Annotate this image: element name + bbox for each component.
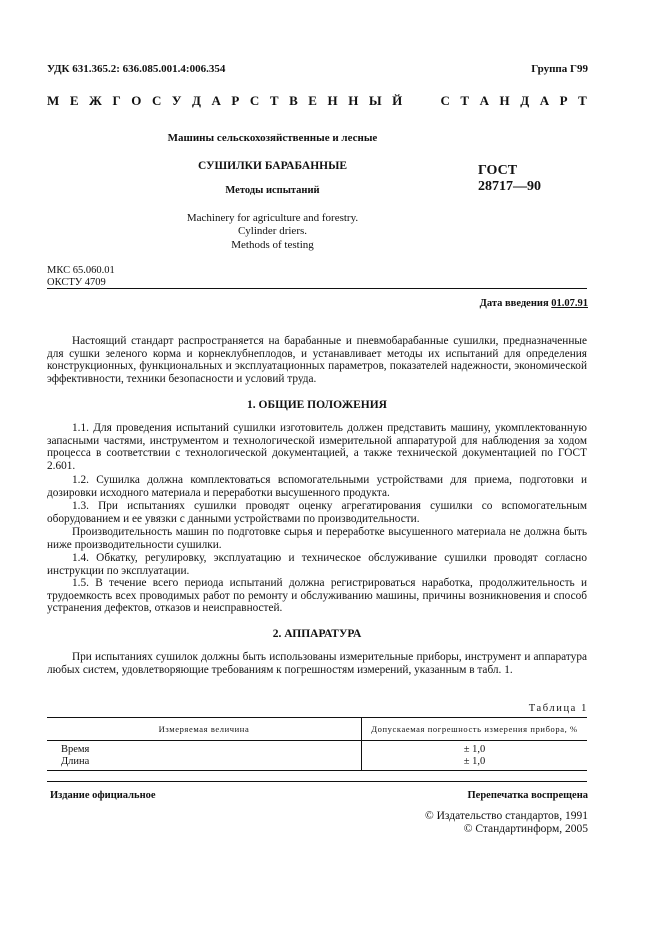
banner-letter: Т	[578, 93, 587, 108]
banner-letter: Й	[392, 93, 403, 108]
banner-letter: А	[539, 93, 550, 108]
gost-designation	[478, 163, 541, 195]
udk-code: УДК 631.365.2: 636.085.001.4:006.354	[47, 63, 226, 75]
table-cell-quantity: Длина	[47, 756, 362, 771]
reprint-prohibited-label: Перепечатка воспрещена	[467, 790, 588, 801]
copyright-line-1: © Издательство стандартов, 1991	[424, 810, 588, 822]
banner-letter: Ы	[368, 93, 382, 108]
introduction-date-label: Дата введения	[479, 298, 552, 309]
scope-paragraph: Настоящий стандарт распространяется на барабанные и пневмобарабанные сушилки, предназначенные для сушки зеленого корма и корнеклубнеплодов, и устанавливает методы их испытаний для определения конструкционных, функциональных и эксплуатационных параметров, показателей надежности, экономической эффективности, техники безопасности и условий труда.	[47, 335, 587, 385]
machine-category: Машины сельскохозяйственные и лесные	[167, 132, 378, 144]
banner-letter: У	[171, 93, 182, 108]
clause-2-intro: При испытаниях сушилок должны быть использованы измерительные приборы, инструмент и аппаратура любых систем, удовлетворяющие требованиям к погрешностям измерений, указанным в табл. 1.	[47, 651, 587, 676]
clause-1-3-cont: Производительность машин по подготовке сырья и переработке высушенного материала не должна быть ниже производительности сушилки.	[47, 526, 587, 551]
banner-letter: Е	[69, 93, 79, 108]
clause-1-3: 1.3. При испытаниях сушилки проводят оценку агрегатирования сушилки со вспомогательным оборудованием и ее увязки с данными устройствами по производительности.	[47, 500, 587, 525]
banner-gap	[413, 93, 416, 109]
gost-label: ГОСТ	[478, 163, 518, 178]
banner-letter: М	[47, 93, 60, 108]
banner-letter: Г	[112, 93, 121, 108]
header-divider	[47, 288, 587, 289]
banner-letter: Т	[460, 93, 470, 108]
banner-letter: Р	[231, 93, 240, 108]
banner-letter: Р	[559, 93, 568, 108]
classification-codes	[47, 265, 115, 289]
english-title-line2: Cylinder driers.	[237, 225, 308, 237]
official-edition-label: Издание официальное	[50, 790, 156, 801]
table-header-error: Допускаемая погрешность измерения прибора, %	[362, 718, 588, 741]
banner-letter: В	[289, 93, 298, 108]
footer-divider	[47, 781, 587, 782]
document-subtitle: Методы испытаний	[225, 185, 320, 196]
banner-letter: Н	[327, 93, 338, 108]
table-header-row	[47, 718, 587, 741]
banner-letter: О	[131, 93, 142, 108]
english-title-line1: Machinery for agriculture and forestry.	[186, 212, 359, 224]
table-cell-error: ± 1,0	[362, 756, 588, 771]
banner-letter: А	[479, 93, 489, 108]
banner-letter: Д	[520, 93, 530, 108]
measurement-error-table	[47, 717, 587, 771]
table-cell-quantity: Время	[47, 741, 362, 757]
banner-letter: Ж	[89, 93, 102, 108]
clause-1-2: 1.2. Сушилка должна комплектоваться вспомогательными устройствами для приема, подготовки и дозировки исходного материала и переработки высушенного продукта.	[47, 474, 587, 499]
table-cell-error: ± 1,0	[463, 744, 486, 755]
okstu-code: ОКСТУ 4709	[47, 277, 106, 288]
banner-letter: Н	[348, 93, 359, 108]
banner-letter: А	[211, 93, 221, 108]
table-row	[47, 741, 587, 757]
banner-letter: Е	[308, 93, 317, 108]
banner-letter: С	[440, 93, 450, 108]
clause-1-1: 1.1. Для проведения испытаний сушилки изготовитель должен представить машину, укомплектованную запасными частями, инструментом и технологической измерительной аппаратурой для наблюдения за ходом процесса в соответствии с технологической документацией, а также технической документацией по ГОСТ 2.601.	[47, 422, 587, 472]
introduction-date-value: 01.07.91	[551, 298, 588, 309]
english-title-line3: Methods of testing	[231, 239, 314, 251]
banner-letter: С	[249, 93, 260, 108]
table-header-quantity: Измеряемая величина	[47, 718, 362, 741]
banner-gap	[427, 93, 430, 109]
banner-letter: Т	[269, 93, 279, 108]
gost-number: 28717—90	[478, 179, 541, 194]
document-title: СУШИЛКИ БАРАБАННЫЕ	[197, 160, 348, 172]
interstate-standard-banner	[47, 93, 587, 109]
banner-letter: Н	[499, 93, 510, 108]
section-2-title: 2. АППАРАТУРА	[272, 628, 362, 640]
table-caption: Таблица 1	[528, 703, 588, 714]
group-code: Группа Г99	[531, 63, 588, 75]
clause-1-4: 1.4. Обкатку, регулировку, эксплуатацию и техническое обслуживание сушилки проводят согласно инструкции по эксплуатации.	[47, 552, 587, 577]
mks-code: МКС 65.060.01	[47, 265, 115, 276]
banner-letter: Д	[191, 93, 201, 108]
copyright-block	[425, 810, 588, 836]
banner-letter: С	[151, 93, 162, 108]
copyright-line-2: © Стандартинформ, 2005	[463, 823, 588, 835]
introduction-date	[480, 298, 588, 309]
section-1-title: 1. ОБЩИЕ ПОЛОЖЕНИЯ	[247, 399, 387, 411]
clause-1-5: 1.5. В течение всего периода испытаний должна регистрироваться наработка, продолжительность и трудоемкость всех проводимых работ по ремонту и обслуживанию машины, причины возникновения и способ устранения дефектов, отказов и неисправностей.	[47, 577, 587, 615]
table-row	[47, 756, 587, 771]
